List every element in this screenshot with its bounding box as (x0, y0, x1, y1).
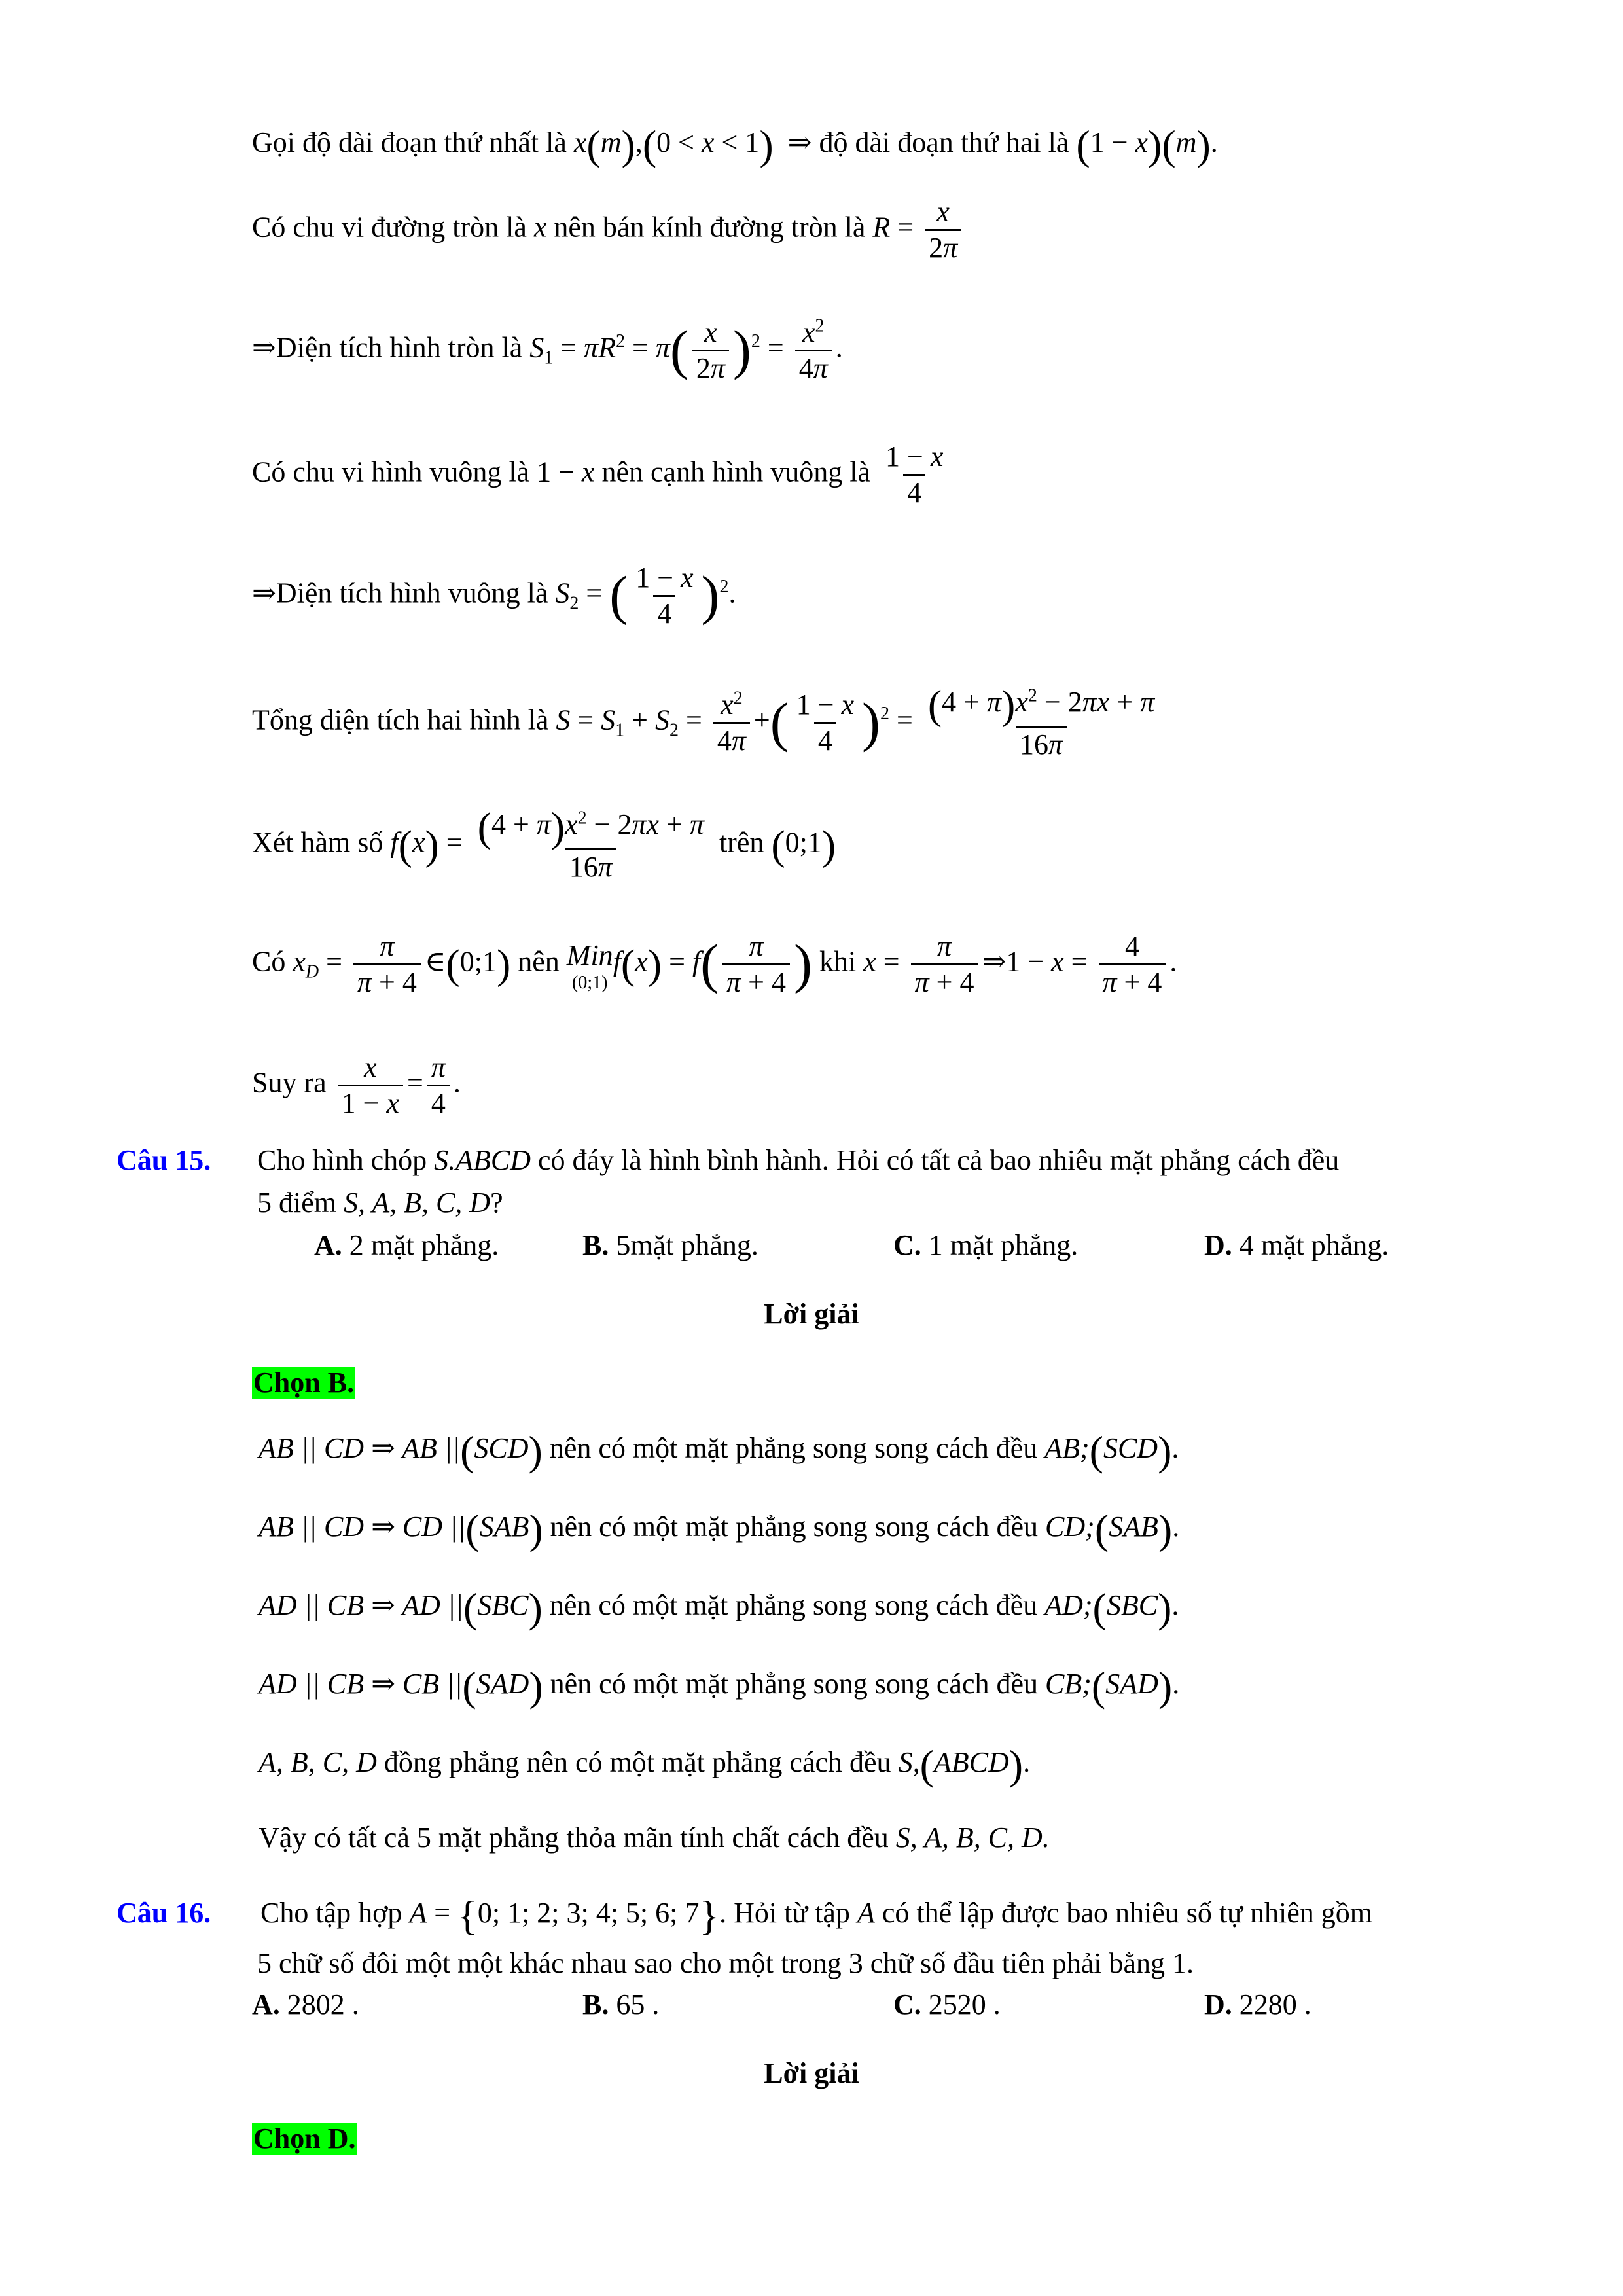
text: Xét hàm số (252, 826, 383, 859)
option-value: 5mặt phẳng. (616, 1229, 758, 1261)
text: Diện tích hình tròn là (276, 331, 523, 364)
text: 5 chữ số đôi một một khác nhau sao cho một trong 3 chữ số đầu tiên phải bằng 1. (257, 1947, 1194, 1979)
option-value: 2520 . (928, 1988, 1001, 2020)
option-c (893, 1986, 1001, 2023)
text: Cho tập hợp (260, 1897, 402, 1929)
option-key: D. (1204, 1988, 1232, 2020)
question-15-text-line-1 (257, 1142, 1339, 1179)
min-interval: (0;1) (572, 972, 608, 993)
math: SAD (1105, 1668, 1158, 1700)
sol-line-3: ⇒Diện tích hình tròn là $S_1 = \pi R^2 = \pi$( $\frac{x}{2\pi}$ )$^2$ = $\frac{x^2}{4\pi}$ . (252, 315, 843, 384)
solution-title: Lời giải (764, 2057, 859, 2089)
math: AD || CB ⇒ CB || (259, 1668, 463, 1700)
text: có đáy là hình bình hành. Hỏi có tất cả bao nhiêu mặt phẳng cách đều (538, 1144, 1340, 1176)
math: S, (898, 1746, 920, 1779)
text: nên (518, 945, 560, 978)
math-set: 0; 1; 2; 3; 4; 5; 6; 7 (477, 1897, 700, 1929)
text: Cho hình chóp (257, 1144, 427, 1176)
text: Vậy có tất cả 5 mặt phẳng thỏa mãn tính chất cách đều (259, 1821, 889, 1854)
chosen-answer: Chọn B. (253, 1367, 355, 1399)
chosen-answer: Chọn D. (253, 2123, 356, 2155)
option-key: A. (252, 1988, 280, 2020)
math: SAB (1109, 1511, 1158, 1543)
math: AD; (1044, 1589, 1093, 1622)
option-c (893, 1227, 1078, 1264)
text: độ dài đoạn thứ hai là (819, 126, 1069, 159)
option-b (582, 1986, 659, 2023)
text: Gọi độ dài đoạn thứ nhất là (252, 126, 567, 159)
answer-16 (252, 2121, 357, 2157)
sol15-conclusion (259, 1820, 1050, 1856)
sol-line-6: Tổng diện tích hai hình là $S = S_1 + S_2$ = $\frac{x^2}{4\pi}$ +( $\frac{1 - x}{4}$ )$^2$ = $\frac{(4 + \pi)x^2 - 2\pi x + \pi}{16\pi}$ (252, 681, 1155, 761)
math: S, A, B, C, D. (895, 1821, 1050, 1854)
option-key: D. (1204, 1229, 1232, 1261)
math-var: S.ABCD (434, 1144, 531, 1176)
question-15 (116, 1142, 211, 1179)
sol-line-4: Có chu vi hình vuông là 1 − x nên cạnh hình vuông là $\frac{1 - x}{4}$ (252, 440, 944, 509)
text: đồng phẳng nên có một mặt phẳng cách đều (383, 1746, 891, 1779)
text: có thể lập được bao nhiêu số tự nhiên gồm (882, 1897, 1372, 1929)
question-label: Câu 16. (116, 1897, 211, 1929)
option-key: C. (893, 1988, 921, 2020)
solution-title: Lời giải (764, 1298, 859, 1330)
text: nên có một mặt phẳng song song cách đều (550, 1511, 1039, 1543)
text: nên có một mặt phẳng song song cách đều (550, 1668, 1039, 1700)
min-operator: Min (566, 939, 613, 971)
math: SCD (1103, 1432, 1158, 1465)
option-a (252, 1986, 359, 2023)
sol15-line-3: AD || CB ⇒ AD ||(SBC) nên có một mặt phẳng song song cách đều AD;(SBC). (259, 1585, 1179, 1631)
text: nên có một mặt phẳng song song cách đều (549, 1432, 1038, 1465)
text: trên (719, 826, 764, 859)
text: nên có một mặt phẳng song song cách đều (549, 1589, 1038, 1622)
text: nên bán kính đường tròn là (554, 211, 866, 243)
sol15-line-4: AD || CB ⇒ CB ||(SAD) nên có một mặt phẳng song song cách đều CB;(SAD). (259, 1663, 1180, 1710)
text: nên cạnh hình vuông là (601, 456, 871, 488)
option-key: B. (582, 1988, 609, 2020)
text: khi (819, 945, 857, 978)
question-label: Câu 15. (116, 1144, 211, 1176)
option-value: 1 mặt phẳng. (928, 1229, 1079, 1261)
option-value: 2802 . (287, 1988, 359, 2020)
option-d (1204, 1227, 1389, 1264)
math: AB; (1044, 1432, 1090, 1465)
text: Có chu vi hình vuông là (252, 456, 530, 488)
question-16-text-line-1: Cho tập hợp A = {0; 1; 2; 3; 4; 5; 6; 7}. Hỏi từ tập A có thể lập được bao nhiêu số tự nhiên gồm (260, 1892, 1372, 1939)
text: Diện tích hình vuông là (276, 577, 548, 609)
math: CB; (1045, 1668, 1092, 1700)
option-value: 65 . (616, 1988, 660, 2020)
option-key: A. (314, 1229, 342, 1261)
answer-15 (252, 1365, 355, 1401)
math: SAB (479, 1511, 529, 1543)
text: Tổng diện tích hai hình là (252, 704, 549, 736)
option-d (1204, 1986, 1311, 2023)
text: Có (252, 945, 286, 978)
text: Suy ra (252, 1066, 327, 1099)
math-points: S, A, B, C, D (343, 1187, 491, 1219)
sol-line-5: ⇒Diện tích hình vuông là $S_2$ = ( $\frac{1 - x}{4}$ )$^2$. (252, 562, 736, 630)
math: SAD (476, 1668, 529, 1700)
math: ABCD (933, 1746, 1009, 1779)
fraction: $\frac{x}{2\pi}$ (925, 195, 961, 265)
option-value: 2 mặt phẳng. (349, 1229, 499, 1261)
math: AB || CD ⇒ CD || (259, 1511, 466, 1543)
sol-line-7: Xét hàm số f(x) = $\frac{(4 + \pi)x^2 - 2\pi x + \pi}{16\pi}$ trên (0;1) (252, 804, 836, 883)
text: . Hỏi từ tập (719, 1897, 850, 1929)
sol-line-2: Có chu vi đường tròn là x nên bán kính đường tròn là R = $\frac{x}{2\pi}$ (252, 195, 965, 265)
sol-line-8: Có $x_D$ = $\frac{\pi}{\pi + 4}$ ∈(0;1) nên Min (0;1) f(x) = f( $\frac{\pi}{\pi + 4}$ ) khi x = $\frac{\pi}{\pi + 4}$ ⇒1 − x = $\frac{4}{\pi + 4}$ . (252, 930, 1177, 998)
sol-line-9: Suy ra $\frac{x}{1 - x}$ = $\frac{\pi}{4}$ . (252, 1051, 461, 1119)
question-16-text-line-2 (257, 1945, 1194, 1982)
option-key: C. (893, 1229, 921, 1261)
option-a (314, 1227, 499, 1264)
question-16 (116, 1895, 211, 1931)
text: Có chu vi đường tròn là (252, 211, 527, 243)
sol15-line-2: AB || CD ⇒ CD ||(SAB) nên có một mặt phẳng song song cách đều CD;(SAB). (259, 1506, 1180, 1552)
sol15-line-5: A, B, C, D đồng phẳng nên có một mặt phẳng cách đều S,(ABCD). (259, 1742, 1031, 1788)
option-key: B. (582, 1229, 609, 1261)
question-15-text-line-2: 5 điểm S, A, B, C, D? (257, 1187, 503, 1219)
math-x-m: x (573, 126, 587, 159)
math: SBC (477, 1589, 529, 1622)
option-b (582, 1227, 758, 1264)
text: 5 điểm (257, 1187, 336, 1219)
math: AB || CD ⇒ AB || (259, 1432, 461, 1465)
sol-line-1: Gọi độ dài đoạn thứ nhất là x(m),(0 < x < 1) ⇒ độ dài đoạn thứ hai là (1 − x)(m). (252, 122, 1218, 168)
sol15-line-1: AB || CD ⇒ AB ||(SCD) nên có một mặt phẳng song song cách đều AB;(SCD). (259, 1427, 1179, 1474)
math: A, B, C, D (259, 1746, 377, 1779)
option-value: 2280 . (1239, 1988, 1311, 2020)
math: SBC (1106, 1589, 1158, 1622)
math: CD; (1045, 1511, 1095, 1543)
math: SCD (474, 1432, 529, 1465)
option-value: 4 mặt phẳng. (1239, 1229, 1389, 1261)
math: AD || CB ⇒ AD || (259, 1589, 463, 1622)
